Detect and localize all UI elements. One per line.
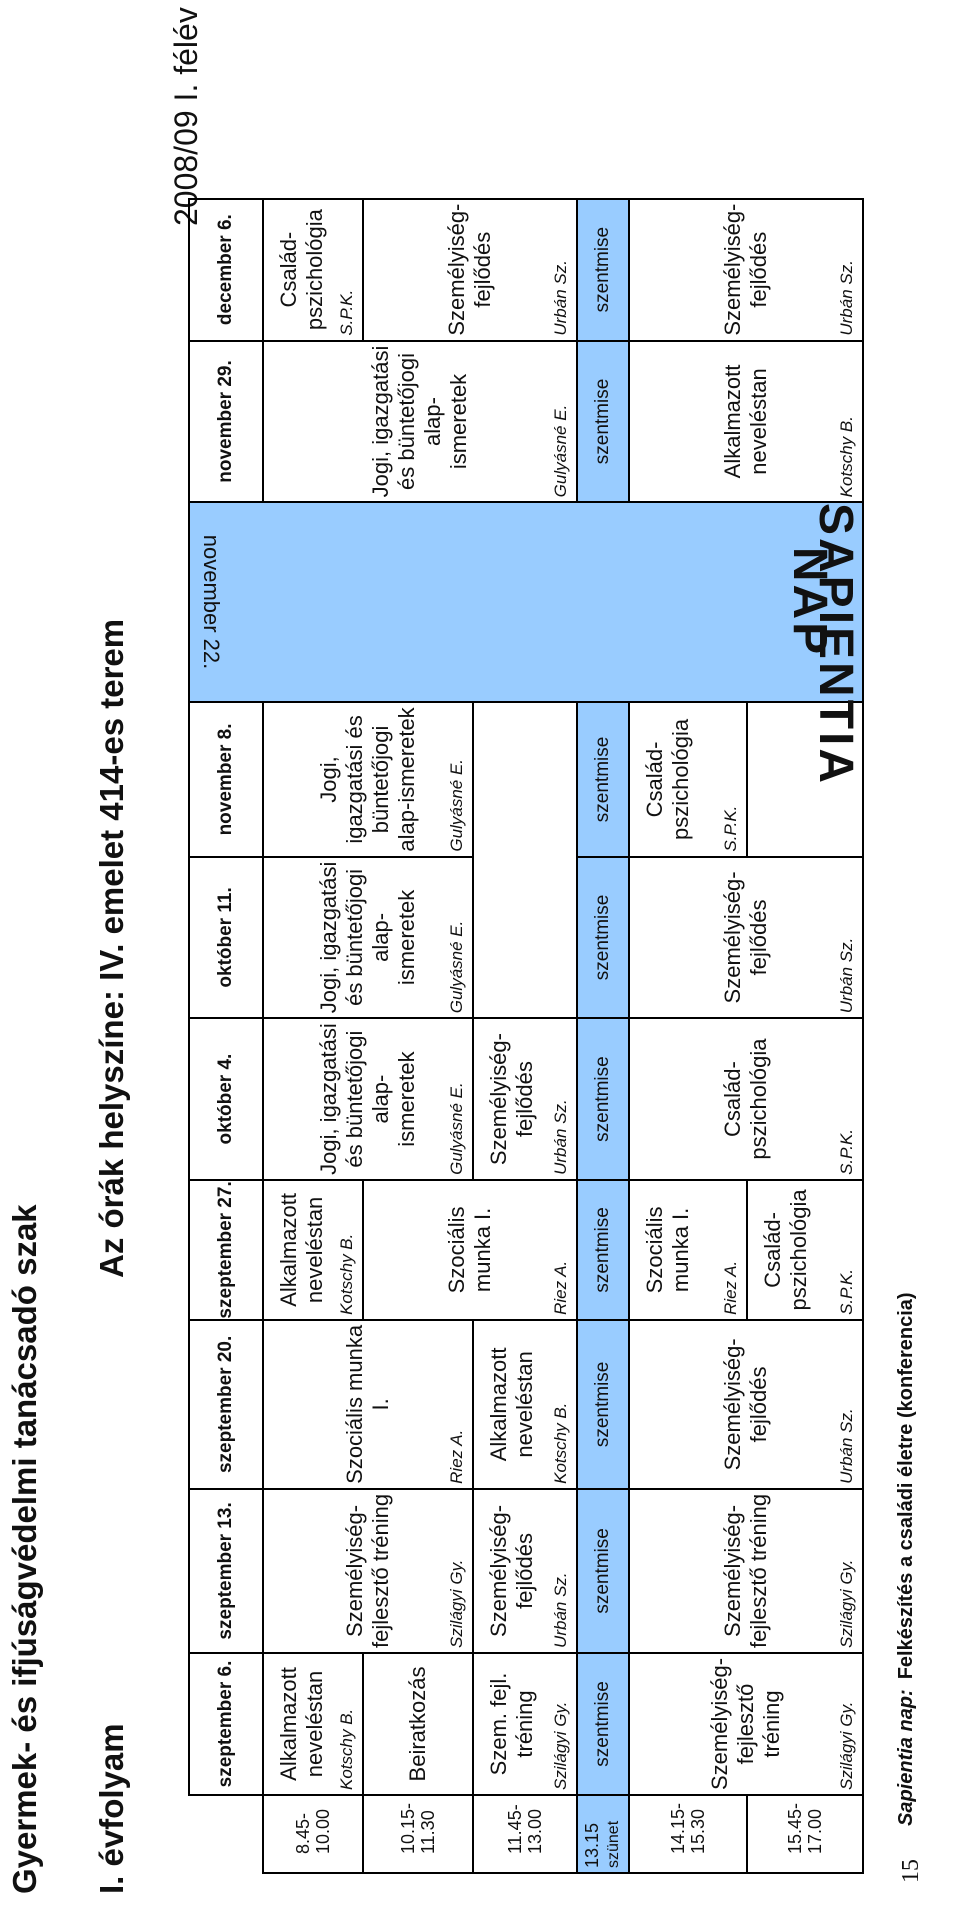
- course-name: Személyiség- fejlődés: [486, 1504, 537, 1637]
- teacher-name: Riez A.: [551, 1260, 570, 1315]
- course-name: Személyiség- fejlődés: [444, 203, 495, 336]
- class-cell: [629, 1653, 863, 1795]
- course-name: Alkalmazott neveléstan: [276, 1193, 327, 1307]
- page-title: Gyermek- és ifjúságvédelmi tanácsadó szak: [6, 1204, 43, 1894]
- teacher-name: Urbán Sz.: [551, 1099, 570, 1175]
- class-cell: [363, 1180, 577, 1320]
- teacher-name: Kotschy B.: [837, 416, 856, 498]
- time-cell: [629, 1795, 747, 1873]
- course-name: Jogi, igazgatási és büntetőjogi alap- ismeretek: [316, 1023, 419, 1175]
- class-cell: [629, 857, 863, 1019]
- teacher-name: Riez A.: [721, 1260, 740, 1315]
- corner-cell: [189, 1795, 263, 1873]
- teacher-name: Gulyásné E.: [447, 758, 466, 852]
- mass-cell: szentmise: [577, 1180, 629, 1320]
- course-name: Család- pszichológia: [720, 1038, 771, 1160]
- course-name: Személyiség- fejlesztő tréning: [720, 1493, 771, 1648]
- class-cell: [473, 1653, 577, 1795]
- course-name: Jogi, igazgatási és büntetőjogi alap-ismeretek: [316, 707, 419, 852]
- time-label: 13.15: [582, 1822, 602, 1868]
- class-cell: [747, 1180, 863, 1320]
- time-cell: [747, 1795, 863, 1873]
- teacher-name: Kotschy B.: [337, 1708, 356, 1790]
- mass-cell: szentmise: [577, 1653, 629, 1795]
- teacher-name: S.P.K.: [837, 1268, 856, 1315]
- class-cell: [363, 199, 577, 341]
- venue-label: Az órák helyszíne: IV. emelet 414-es terem: [93, 618, 130, 1278]
- course-name: Alkalmazott neveléstan: [720, 364, 771, 479]
- course-name: Jogi, igazgatási és büntetőjogi alap- ismeretek: [316, 861, 419, 1014]
- sapientia-date: november 22.: [199, 535, 224, 670]
- time-label: 11.45- 13.00: [505, 1804, 545, 1854]
- time-label: 14.15- 15.30: [668, 1802, 708, 1854]
- mass-cell: szentmise: [577, 857, 629, 1019]
- semester-label: 2008/09 I. félév: [168, 7, 204, 226]
- footer-note: [895, 1292, 918, 1826]
- class-cell: [263, 199, 363, 341]
- course-name: Alkalmazott neveléstan: [486, 1347, 537, 1462]
- class-cell: [629, 199, 863, 341]
- teacher-name: Gulyásné E.: [447, 920, 466, 1014]
- class-cell: [263, 702, 473, 856]
- teacher-name: S.P.K.: [837, 1128, 856, 1175]
- mass-cell: szentmise: [577, 702, 629, 856]
- class-cell: [363, 1653, 473, 1795]
- time-cell: [363, 1795, 473, 1873]
- time-cell: [263, 1795, 363, 1873]
- teacher-name: S.P.K.: [337, 289, 356, 336]
- class-cell: [263, 1018, 473, 1180]
- col-header: november 29.: [189, 341, 263, 503]
- teacher-name: Kotschy B.: [551, 1402, 570, 1484]
- mass-cell: szentmise: [577, 1018, 629, 1180]
- col-header: szeptember 13.: [189, 1489, 263, 1653]
- time-cell: [473, 1795, 577, 1873]
- col-header: szeptember 27.: [189, 1180, 263, 1320]
- course-name: Család- pszichológia: [760, 1189, 811, 1311]
- teacher-name: S.P.K.: [721, 805, 740, 852]
- teacher-name: Riez A.: [447, 1429, 466, 1484]
- time-label: 8.45- 10.00: [293, 1808, 333, 1854]
- footer-label: Sapientia nap:: [895, 1689, 917, 1826]
- footer-text: Felkészítés a családi életre (konferencia): [895, 1292, 917, 1680]
- class-cell: [473, 1018, 577, 1180]
- course-name: Szociális munka I.: [342, 1324, 393, 1484]
- time-cell: [577, 1795, 629, 1873]
- class-cell: [629, 1320, 863, 1489]
- course-name: Beiratkozás: [405, 1666, 430, 1782]
- col-header: szeptember 6.: [189, 1653, 263, 1795]
- year-label: I. évfolyam: [93, 1723, 130, 1894]
- time-label: 10.15- 11.30: [398, 1802, 438, 1854]
- course-name: Család- pszichológia: [642, 718, 693, 840]
- class-cell: [263, 1180, 363, 1320]
- teacher-name: Szilágyi Gy.: [447, 1559, 466, 1648]
- time-label: 15.45- 17.00: [785, 1802, 825, 1854]
- teacher-name: Gulyásné E.: [447, 1082, 466, 1175]
- class-cell: [263, 1489, 473, 1653]
- teacher-name: Szilágyi Gy.: [551, 1701, 570, 1790]
- teacher-name: Urbán Sz.: [551, 1572, 570, 1648]
- col-header: november 8.: [189, 702, 263, 856]
- teacher-name: Gulyásné E.: [551, 404, 570, 498]
- class-cell: [629, 341, 863, 503]
- course-name: Szociális munka I.: [444, 1206, 495, 1294]
- col-header: december 6.: [189, 199, 263, 341]
- sapientia-day-label: SAPIENTIA NAP: [783, 503, 862, 787]
- class-cell: [263, 857, 473, 1019]
- class-cell: [263, 1653, 363, 1795]
- col-header: szeptember 20.: [189, 1320, 263, 1489]
- course-name: Személyiség- fejlődés: [720, 1338, 771, 1471]
- course-name: Szociális munka I.: [642, 1206, 693, 1294]
- course-name: Személyiség- fejlődés: [486, 1033, 537, 1166]
- mass-cell: szentmise: [577, 1489, 629, 1653]
- teacher-name: Urbán Sz.: [837, 260, 856, 336]
- class-cell: [263, 1320, 473, 1489]
- class-cell: [629, 1489, 863, 1653]
- schedule-table: [188, 198, 864, 1874]
- teacher-name: Urbán Sz.: [837, 1408, 856, 1484]
- course-name: Személyiség- fejlődés: [720, 203, 771, 336]
- mass-cell: szentmise: [577, 1320, 629, 1489]
- teacher-name: Urbán Sz.: [551, 260, 570, 336]
- class-cell: [629, 1180, 747, 1320]
- class-cell: [747, 702, 863, 856]
- class-cell: [473, 1489, 577, 1653]
- course-name: Személyiség- fejlesztő tréning: [707, 1657, 784, 1790]
- course-name: Jogi, igazgatási és büntetőjogi alap- ismeretek: [368, 345, 471, 498]
- class-cell: [473, 1320, 577, 1489]
- break-label: szünet: [605, 1820, 622, 1868]
- mass-cell: szentmise: [577, 341, 629, 503]
- teacher-name: Szilágyi Gy.: [837, 1559, 856, 1648]
- teacher-name: Kotschy B.: [337, 1233, 356, 1315]
- course-name: Szem. fejl. tréning: [486, 1672, 537, 1776]
- teacher-name: Urbán Sz.: [837, 937, 856, 1014]
- page-number: 15: [898, 1859, 924, 1883]
- course-name: Személyiség- fejlesztő tréning: [342, 1493, 393, 1648]
- course-name: Személyiség- fejlődés: [720, 871, 771, 1004]
- teacher-name: Szilágyi Gy.: [837, 1701, 856, 1790]
- course-name: Család- pszichológia: [276, 209, 327, 331]
- class-cell: [263, 341, 577, 503]
- mass-cell: szentmise: [577, 199, 629, 341]
- col-header: október 4.: [189, 1018, 263, 1180]
- course-name: Alkalmazott neveléstan: [276, 1667, 327, 1781]
- class-cell: [629, 1018, 863, 1180]
- col-header: október 11.: [189, 857, 263, 1019]
- class-cell: [629, 702, 747, 856]
